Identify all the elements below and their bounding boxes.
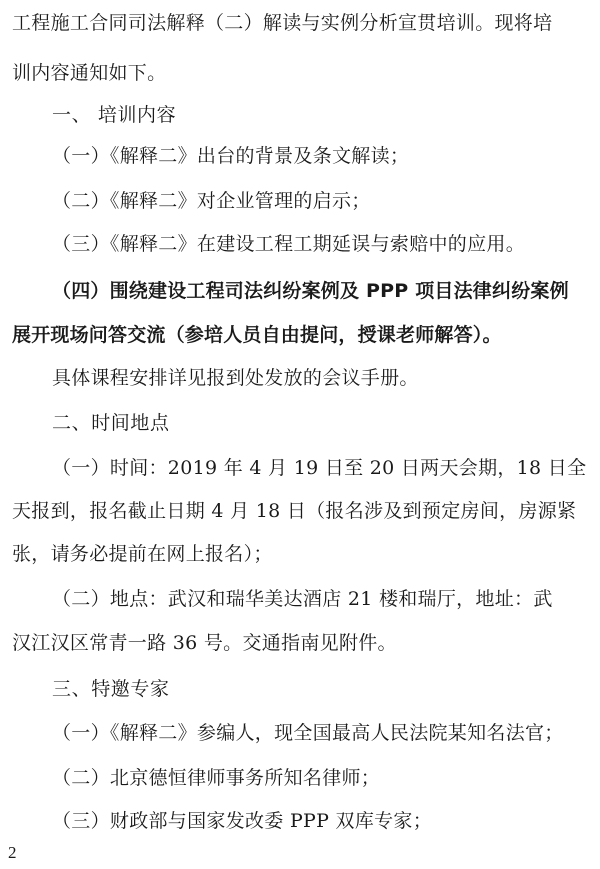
list-item: （二）地点：武汉和瑞华美达酒店 21 楼和瑞厅，地址：武: [52, 588, 553, 610]
section-heading-invited-experts: 三、特邀专家: [52, 678, 170, 700]
bold-list-item: （四）围绕建设工程司法纠纷案例及 PPP 项目法律纠纷案例: [52, 280, 569, 302]
list-item-continuation: 汉江汉区常青一路 36 号。交通指南见附件。: [12, 632, 397, 654]
section-heading-training-content: 一、 培训内容: [52, 104, 177, 126]
paragraph-line: 具体课程安排详见报到处发放的会议手册。: [52, 367, 419, 389]
section-heading-time-location: 二、时间地点: [52, 412, 170, 434]
list-item: （一）《解释二》参编人，现全国最高人民法院某知名法官；: [52, 722, 564, 744]
list-item: （二）《解释二》对企业管理的启示；: [52, 190, 371, 212]
bold-list-item-continuation: 展开现场问答交流（参培人员自由提问，授课老师解答）。: [12, 324, 502, 346]
list-item: （二）北京德恒律师事务所知名律师；: [52, 767, 381, 789]
list-item: （一）《解释二》出台的背景及条文解读；: [52, 145, 410, 167]
list-item: （三）财政部与国家发改委 PPP 双库专家；: [52, 810, 433, 832]
list-item: （三）《解释二》在建设工程工期延误与索赔中的应用。: [52, 233, 526, 255]
list-item: （一）时间：2019 年 4 月 19 日至 20 日两天会期，18 日全: [52, 457, 587, 479]
paragraph-line: 工程施工合同司法解释（二）解读与实例分析宣贯培训。现将培: [12, 12, 553, 34]
list-item-continuation: 天报到，报名截止日期 4 月 18 日（报名涉及到预定房间，房源紧: [12, 500, 577, 522]
list-item-continuation: 张，请务必提前在网上报名）；: [12, 543, 273, 565]
paragraph-line: 训内容通知如下。: [12, 62, 167, 84]
page-number: 2: [8, 843, 17, 862]
